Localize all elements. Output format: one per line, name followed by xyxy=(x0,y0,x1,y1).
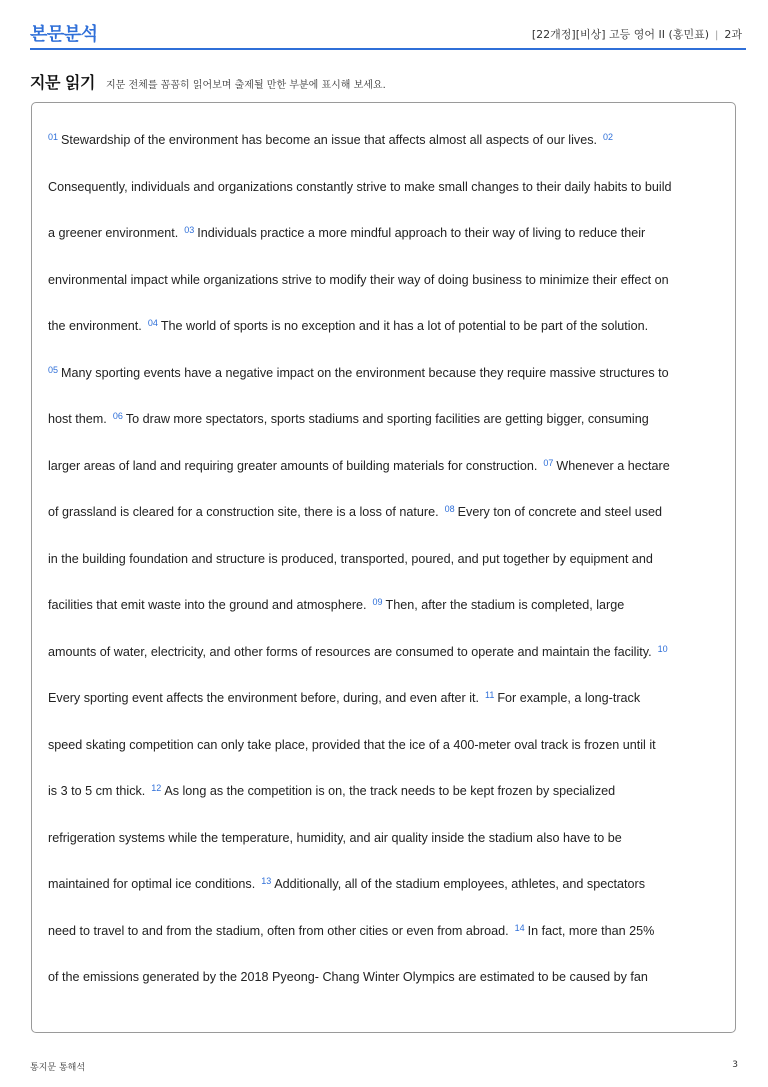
sentence-number: 14 xyxy=(514,922,525,933)
sentence-text: need to travel to and from the stadium, often from other cities or even from abroad. xyxy=(48,923,509,938)
book-title: [22개정][비상] 고등 영어 II (홍민표) xyxy=(531,28,709,41)
sentence-number: 08 xyxy=(444,504,455,514)
sentence-number: 03 xyxy=(184,225,195,235)
sentence-number: 13 xyxy=(261,876,272,886)
sentence-text: Then, after the stadium is completed, large xyxy=(385,598,625,612)
passage-line xyxy=(48,908,724,955)
passage-line xyxy=(48,629,724,676)
header-book-info xyxy=(532,26,742,42)
sentence-text: The world of sports is no exception and it has a lot of potential to be part of the solution. xyxy=(160,319,649,333)
passage-line xyxy=(48,396,724,443)
passage-line xyxy=(48,536,724,583)
sentence-number: 01 xyxy=(48,132,59,142)
sentence-text: Individuals practice a more mindful approach to their way of living to reduce their xyxy=(197,226,646,240)
sentence-number: 06 xyxy=(112,411,123,421)
sentence-number: 05 xyxy=(48,364,59,375)
sentence-text: the environment. xyxy=(48,319,142,333)
footer-label: 통지문 통해석 xyxy=(30,1063,86,1073)
passage-line xyxy=(48,861,724,908)
sentence-text: maintained for optimal ice conditions. xyxy=(48,877,256,891)
sentence-text: For example, a long-track xyxy=(497,691,641,705)
passage-line xyxy=(48,489,724,536)
sentence-text: Every ton of concrete and steel used xyxy=(457,505,663,519)
sentence-text: Additionally, all of the stadium employees, athletes, and spectators xyxy=(274,877,646,891)
sentence-text: In fact, more than 25% xyxy=(527,923,655,938)
passage-line xyxy=(48,675,724,722)
passage-line xyxy=(48,768,724,815)
sentence-number: 12 xyxy=(151,783,162,793)
sentence-number: 09 xyxy=(372,597,383,607)
sentence-text: refrigeration systems while the temperature, humidity, and air quality inside the stadium also have to be xyxy=(48,830,622,845)
passage-line xyxy=(48,303,724,350)
passage-text xyxy=(48,117,724,1001)
sentence-text: Whenever a hectare xyxy=(556,458,670,473)
passage-line xyxy=(48,722,724,769)
sentence-number: 10 xyxy=(657,643,668,654)
sentence-text: Many sporting events have a negative impact on the environment because they require massive structures to xyxy=(61,365,669,380)
sentence-text: Consequently, individuals and organizations constantly strive to make small changes to their daily habits to build xyxy=(48,179,672,194)
sentence-text: in the building foundation and structure is produced, transported, poured, and put together by equipment and xyxy=(48,551,653,566)
sentence-text: Every sporting event affects the environment before, during, and even after it. xyxy=(48,691,480,705)
sentence-text: As long as the competition is on, the track needs to be kept frozen by specialized xyxy=(164,784,616,798)
passage-line xyxy=(48,210,724,257)
page-header xyxy=(30,20,746,50)
passage-line xyxy=(48,443,724,490)
sentence-number: 04 xyxy=(147,318,158,328)
sentence-text: Stewardship of the environment has become an issue that affects almost all aspects of our lives. xyxy=(61,133,598,147)
sentence-text: is 3 to 5 cm thick. xyxy=(48,784,146,798)
sentence-text: speed skating competition can only take place, provided that the ice of a 400-meter oval track is frozen until it xyxy=(48,737,656,752)
sentence-number: 07 xyxy=(543,457,554,468)
sentence-text: of grassland is cleared for a construction site, there is a loss of nature. xyxy=(48,505,439,519)
header-title: 본문분석 xyxy=(30,24,98,45)
sentence-text: To draw more spectators, sports stadiums and sporting facilities are getting bigger, consuming xyxy=(125,412,649,426)
section-title: 지문 읽기 xyxy=(30,73,95,92)
sentence-text: of the emissions generated by the 2018 Pyeong- Chang Winter Olympics are estimated to be caused by fan xyxy=(48,970,648,984)
passage-line xyxy=(48,257,724,304)
sentence-text: a greener environment. xyxy=(48,226,179,240)
section-heading xyxy=(30,70,386,94)
header-separator: | xyxy=(715,30,719,41)
passage-line xyxy=(48,350,724,397)
lesson-label: 2과 xyxy=(724,28,742,41)
passage-line xyxy=(48,164,724,211)
sentence-number: 02 xyxy=(603,132,614,142)
sentence-text: larger areas of land and requiring greater amounts of building materials for construction. xyxy=(48,458,538,473)
passage-line xyxy=(48,117,724,164)
passage-line xyxy=(48,815,724,862)
sentence-text: environmental impact while organizations strive to modify their way of doing business to minimize their effect on xyxy=(48,272,669,287)
sentence-text: host them. xyxy=(48,412,107,426)
passage-box xyxy=(31,102,736,1033)
sentence-text: amounts of water, electricity, and other forms of resources are consumed to operate and maintain the facility. xyxy=(48,644,652,659)
sentence-number: 11 xyxy=(485,690,495,700)
page-number: 3 xyxy=(732,1060,738,1070)
section-description: 지문 전체를 꼼꼼히 읽어보며 출제될 만한 부분에 표시해 보세요. xyxy=(106,80,386,91)
passage-line xyxy=(48,582,724,629)
sentence-text: facilities that emit waste into the ground and atmosphere. xyxy=(48,598,367,612)
passage-line xyxy=(48,954,724,1001)
